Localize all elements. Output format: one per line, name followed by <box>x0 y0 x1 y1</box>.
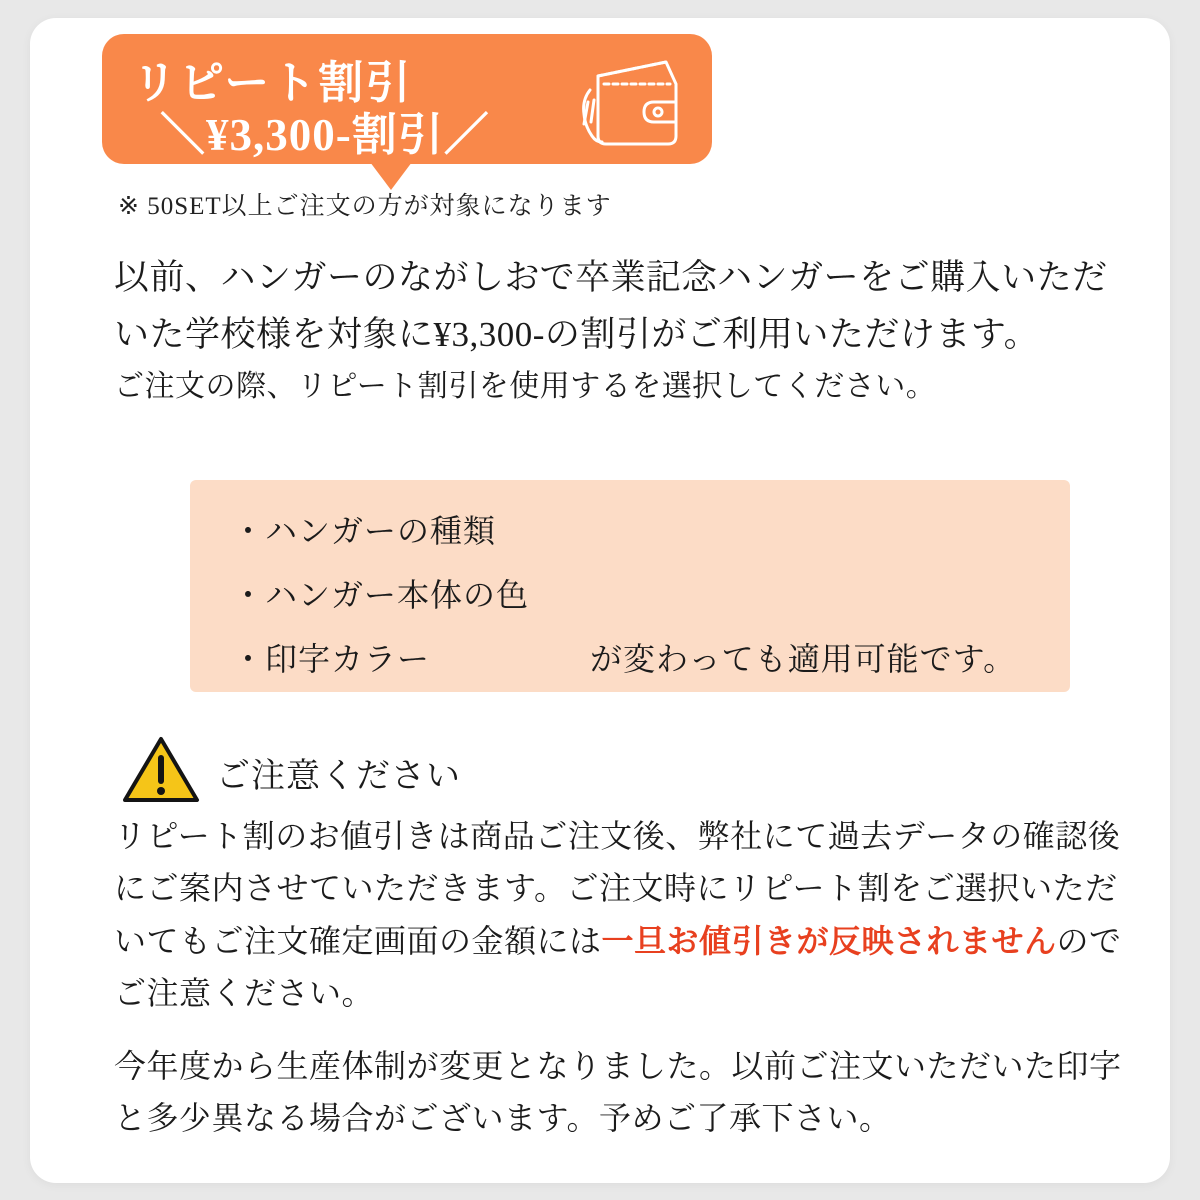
conditions-box <box>190 480 1070 692</box>
caution-title: ご注意ください <box>216 758 461 795</box>
banner-amount: ＼¥3,300-割引／ <box>160 110 490 160</box>
eligibility-note: ※ 50SET以上ご注文の方が対象になります <box>118 193 612 220</box>
caution-highlight: 一旦お値引きが反映されません <box>601 922 1057 959</box>
banner-body <box>102 34 712 164</box>
intro-line-3: ご注文の際、リピート割引を使用するを選択してください。 <box>114 370 937 404</box>
caution-paragraph-1 <box>114 810 1130 1020</box>
intro-line-1: 以前、ハンガーのながしおで卒業記念ハンガーをご購入いただ <box>114 258 1108 297</box>
intro-line-2: いた学校様を対象に¥3,300-の割引がご利用いただけます。 <box>114 314 1040 354</box>
condition-item-2: ・ハンガー本体の色 <box>232 577 530 613</box>
caution-text-part-1: リピート割のお値引きは商品ご注文後、弊社にて過去データの確認後にご案内させていただきます。ご注文時にリピート割をご選択いただいてもご注文確定画面の金額には <box>114 818 1121 959</box>
condition-item-1: ・ハンガーの種類 <box>232 513 497 549</box>
repeat-discount-banner <box>102 34 712 164</box>
warning-triangle-icon <box>122 736 200 804</box>
banner-title: リピート割引 <box>132 58 413 108</box>
wallet-icon <box>570 50 690 155</box>
condition-item-3: ・印字カラー <box>232 641 431 677</box>
caution-paragraph-2: 今年度から生産体制が変更となりました。以前ご注文いただいた印字と多少異なる場合がございます。予めご了承下さい。 <box>114 1048 1122 1137</box>
conditions-trailing-text: が変わっても適用可能です。 <box>590 641 1017 677</box>
caution-text-part-2: のでご注意ください。 <box>114 922 1122 1012</box>
content-card <box>30 18 1170 1183</box>
intro-paragraph <box>114 250 1124 412</box>
